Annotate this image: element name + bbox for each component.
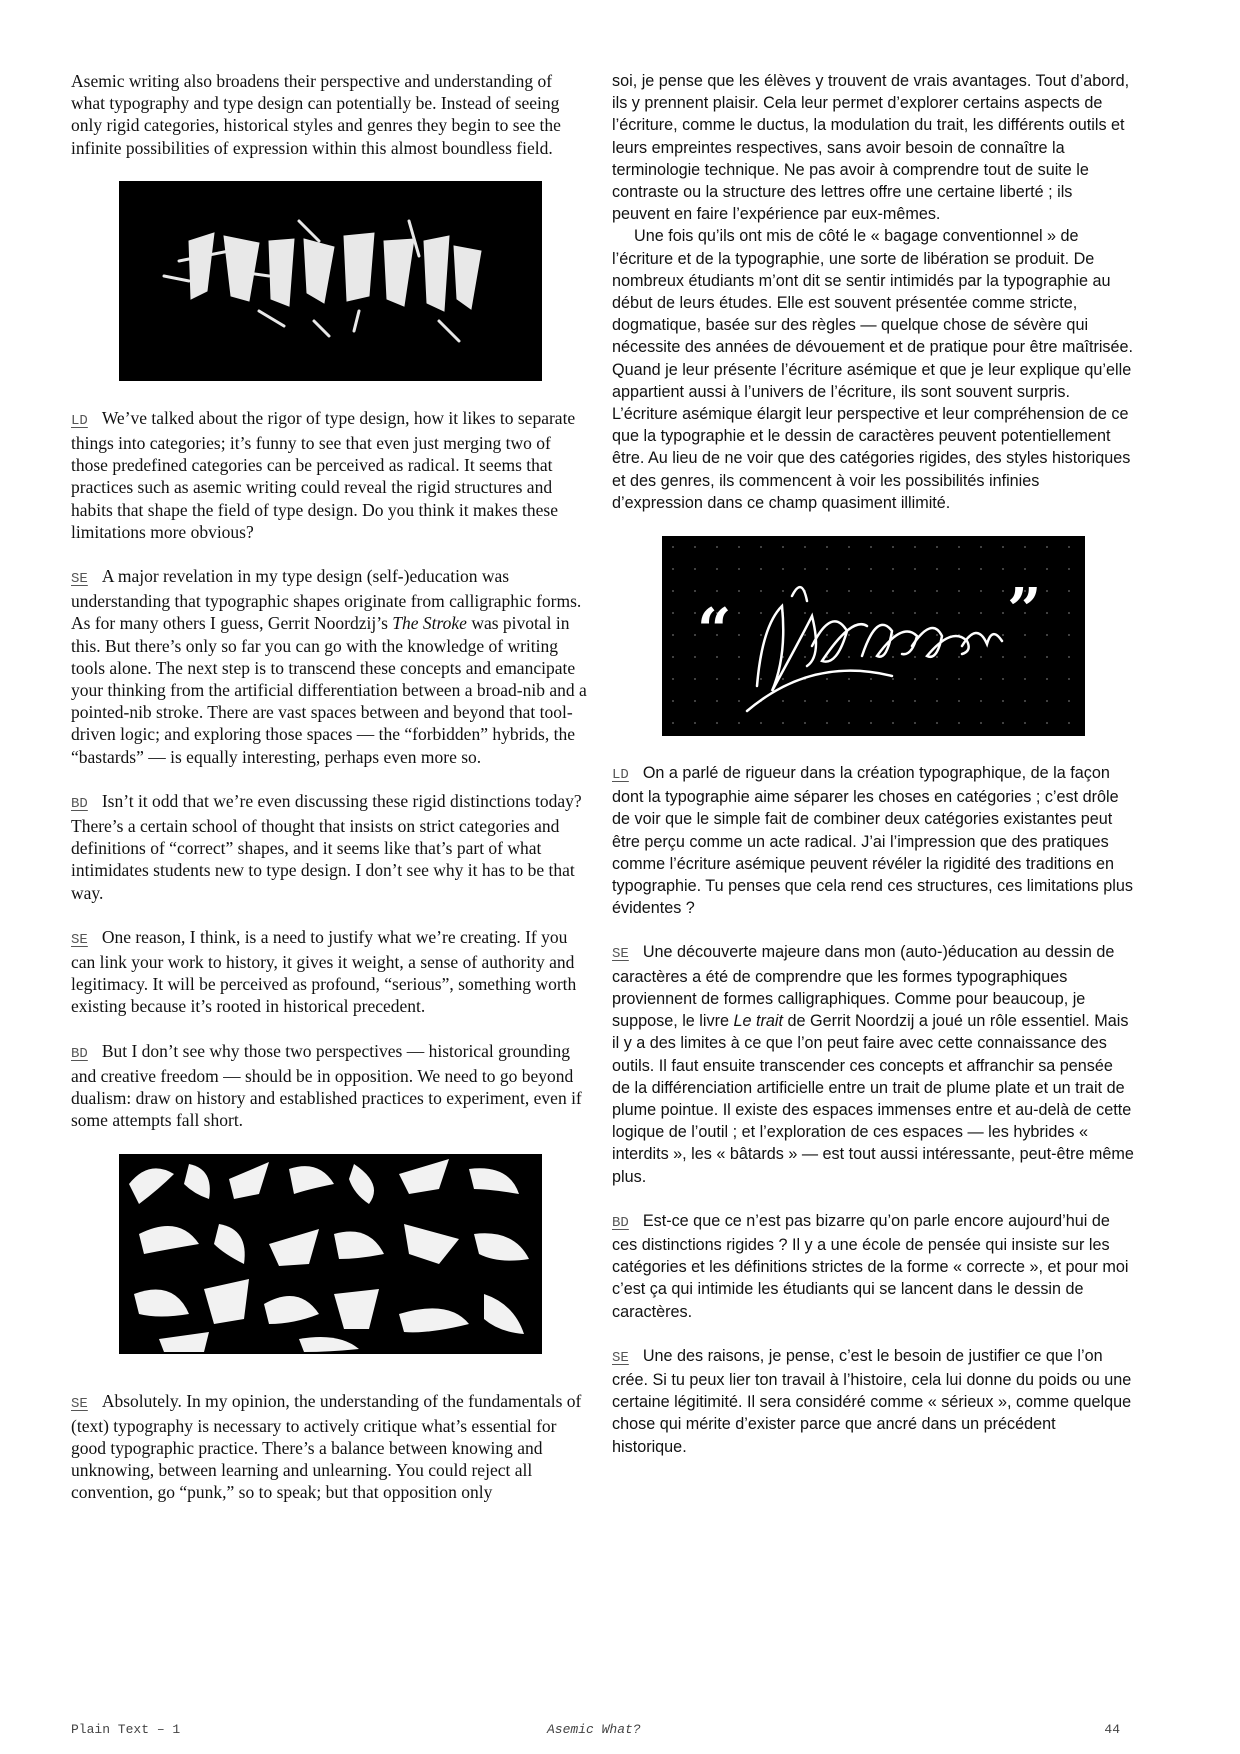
- paragraph-text: Est-ce que ce n’est pas bizarre qu’on parle encore aujourd’hui de ces distinctions rigides ? Il y a une école de pensée qui insiste sur les catégories et les définitions strictes de la forme « correcte », et pour moi c’est ça qui intimide les étudiants qui se lancent dans le dessin de caractères.: [612, 1211, 1129, 1321]
- speaker-initials: LD: [612, 767, 629, 784]
- paragraph-text: On a parlé de rigueur dans la création typographique, de la façon dont la typographie aime séparer les choses en catégories ; c’est drôle de voir que le simple fait de combiner deux catégories existantes peut être perçu comme un acte radical. J’ai l’impression que des pratiques comme l’écriture asémique peuvent révéler la rigidité des traditions en typographie. Tu penses que cela rend ces structures, ces limitations plus évidentes ?: [612, 764, 1133, 918]
- brush-strokes-drawing: [119, 1154, 542, 1354]
- paragraph-bd-en-2: [71, 1040, 589, 1132]
- paragraph-text: Une découverte majeure dans mon (auto-)éducation au dessin de caractères a été de comprendre que les formes typographiques proviennent de formes calligraphiques. Comme pour beaucoup, je suppose, le livre: [612, 943, 1115, 1031]
- article-title: Asemic What?: [547, 1722, 641, 1737]
- page-number: 44: [1104, 1722, 1120, 1737]
- speaker-initials: BD: [71, 1045, 88, 1062]
- speaker-initials: BD: [71, 795, 88, 812]
- paragraph-se-fr-1: [612, 941, 1134, 1187]
- right-column: [612, 70, 1134, 1458]
- brush-strokes-image: [119, 1154, 542, 1354]
- paragraph-text: Absolutely. In my opinion, the understanding of the fundamentals of (text) typography is necessary to actively critique what’s essential for good typographic practice. There’s a balance between knowing and unknowing, between learning and unlearning. You could reject all convention, go “punk,” so to speak; but that opposition only: [71, 1390, 582, 1503]
- asemic-quote-image: [662, 536, 1085, 736]
- paragraph-se-fr-2: [612, 1345, 1134, 1458]
- publication-name: Plain Text – 1: [71, 1722, 181, 1737]
- paragraph-text: Une des raisons, je pense, c’est le besoin de justifier ce que l’on crée. Si tu peux lier ton travail à l’histoire, cela lui donne du poids ou une certaine légitimité. Il sera considéré comme « sérieux », comme quelque chose qui mérite d’exister parce que ancré dans un précédent historique.: [612, 1346, 1132, 1456]
- paragraph-text: But I don’t see why those two perspectives — historical grounding and creative freedom — should be in opposition. We need to go beyond dualism: draw on history and established practices to experiment, even if some attempts fall short.: [71, 1040, 582, 1131]
- paragraph-se-en-3: [71, 1390, 589, 1504]
- asemic-glyphs-image: [119, 181, 542, 381]
- paragraph-bd-fr: [612, 1210, 1134, 1323]
- speaker-initials: SE: [71, 1395, 88, 1412]
- paragraph-text: was pivotal in this. But there’s only so far you can go with the knowledge of writing tools alone. The next step is to transcend these concepts and emancipate your thinking from the artificial differentiation between a broad-nib and a pointed-nib stroke. There are vast spaces between and beyond that tool-driven logic; and exploring those spaces — the “forbidden” hybrids, the “bastards” — is equally interesting, perhaps even more so.: [71, 613, 587, 767]
- paragraph-text: de Gerrit Noordzij a joué un rôle essentiel. Mais il y a des limites à ce que l’on peut faire avec cette connaissance des outils. Il faut ensuite transcender ces concepts et affranchir sa pensée de la différenciation artificielle entre un trait de plume plate et un trait de plume pointue. Il existe des espaces immenses entre et au-delà de cette logique de l’outil ; et l’exploration de ces espaces — les hybrides « interdits », les « bâtards » — est tout aussi intéressante, peut-être même plus.: [612, 1012, 1134, 1186]
- paragraph-text: One reason, I think, is a need to justify what we’re creating. If you can link your work to history, it gives it weight, a sense of authority and legitimacy. It will be perceived as profound, “serious”, something worth existing because it’s rooted in historical precedent.: [71, 926, 577, 1017]
- left-column: [71, 70, 589, 1504]
- book-title: The Stroke: [392, 613, 467, 634]
- speaker-initials: BD: [612, 1214, 629, 1231]
- paragraph-ld-en: [71, 407, 589, 543]
- paragraph-ld-fr: [612, 762, 1134, 919]
- paragraph-text: A major revelation in my type design (self-)education was understanding that typographic shapes originate from calligraphic forms. As for many others I guess, Gerrit Noordzij’s: [71, 566, 582, 634]
- paragraph-intro-fr: soi, je pense que les élèves y trouvent de vrais avantages. Tout d’abord, ils y prennent plaisir. Cela leur permet d’explorer certains aspects de l’écriture, comme le ductus, la modulation du trait, les différents outils et leurs empreintes respectives, sans avoir besoin de connaître la terminologie technique. Ne pas avoir à comprendre tout de suite le contraste ou la structure des lettres offre une certaine liberté ; ils peuvent en faire l’expérience par eux-mêmes.: [612, 72, 1130, 224]
- paragraph-bd-en-1: [71, 790, 589, 904]
- speaker-initials: SE: [71, 571, 88, 588]
- speaker-initials: SE: [612, 1349, 629, 1366]
- paragraph-text: Isn’t it odd that we’re even discussing these rigid distinctions today? There’s a certain school of thought that insists on strict categories and definitions of “correct” shapes, and it seems like that’s part of what intimidates students new to type design. I don’t see why it has to be that way.: [71, 790, 582, 903]
- asemic-quote-drawing: [662, 536, 1085, 736]
- book-title: Le trait: [733, 1012, 783, 1031]
- opening-quote-mark: “: [696, 596, 732, 667]
- speaker-initials: SE: [71, 931, 88, 948]
- speaker-initials: LD: [71, 412, 88, 429]
- paragraph-intro-en: Asemic writing also broadens their perspective and understanding of what typography and type design can potentially be. Instead of seeing only rigid categories, historical styles and genres they begin to see the infinite possibilities of expression within this almost boundless field.: [71, 71, 561, 158]
- speaker-initials: SE: [612, 946, 629, 963]
- paragraph-se-en-2: [71, 926, 589, 1018]
- closing-quote-mark: ”: [1006, 576, 1042, 647]
- paragraph-liberation-fr: Une fois qu’ils ont mis de côté le « bagage conventionnel » de l’écriture et de la typographie, une sorte de libération se produit. De nombreux étudiants m’ont dit se sentir intimidés par la typographie au début de leurs études. Elle est souvent présentée comme stricte, dogmatique, basée sur des règles — quelque chose de sévère qui nécessite des années de dévouement et de pratique pour être maîtrisée. Quand je leur présente l’écriture asémique et que je leur explique qu’elle appartient aussi à l’univers de l’écriture, ils sont souvent surpris. L’écriture asémique élargit leur perspective et leur compréhension de ce que la typographie et le dessin de caractères peuvent potentiellement être. Au lieu de ne voir que des catégories rigides, des styles historiques et des genres, ils commencent à voir les possibilités infinies d’expression dans ce champ quasiment illimité.: [612, 227, 1134, 512]
- paragraph-se-en-1: [71, 565, 589, 768]
- paragraph-text: We’ve talked about the rigor of type design, how it likes to separate things into categories; it’s funny to see that even just merging two of those predefined categories can be perceived as radical. It seems that practices such as asemic writing could reveal the rigid structures and habits that shape the field of type design. Do you think it makes these limitations more obvious?: [71, 407, 576, 542]
- asemic-glyphs-drawing: [119, 181, 542, 381]
